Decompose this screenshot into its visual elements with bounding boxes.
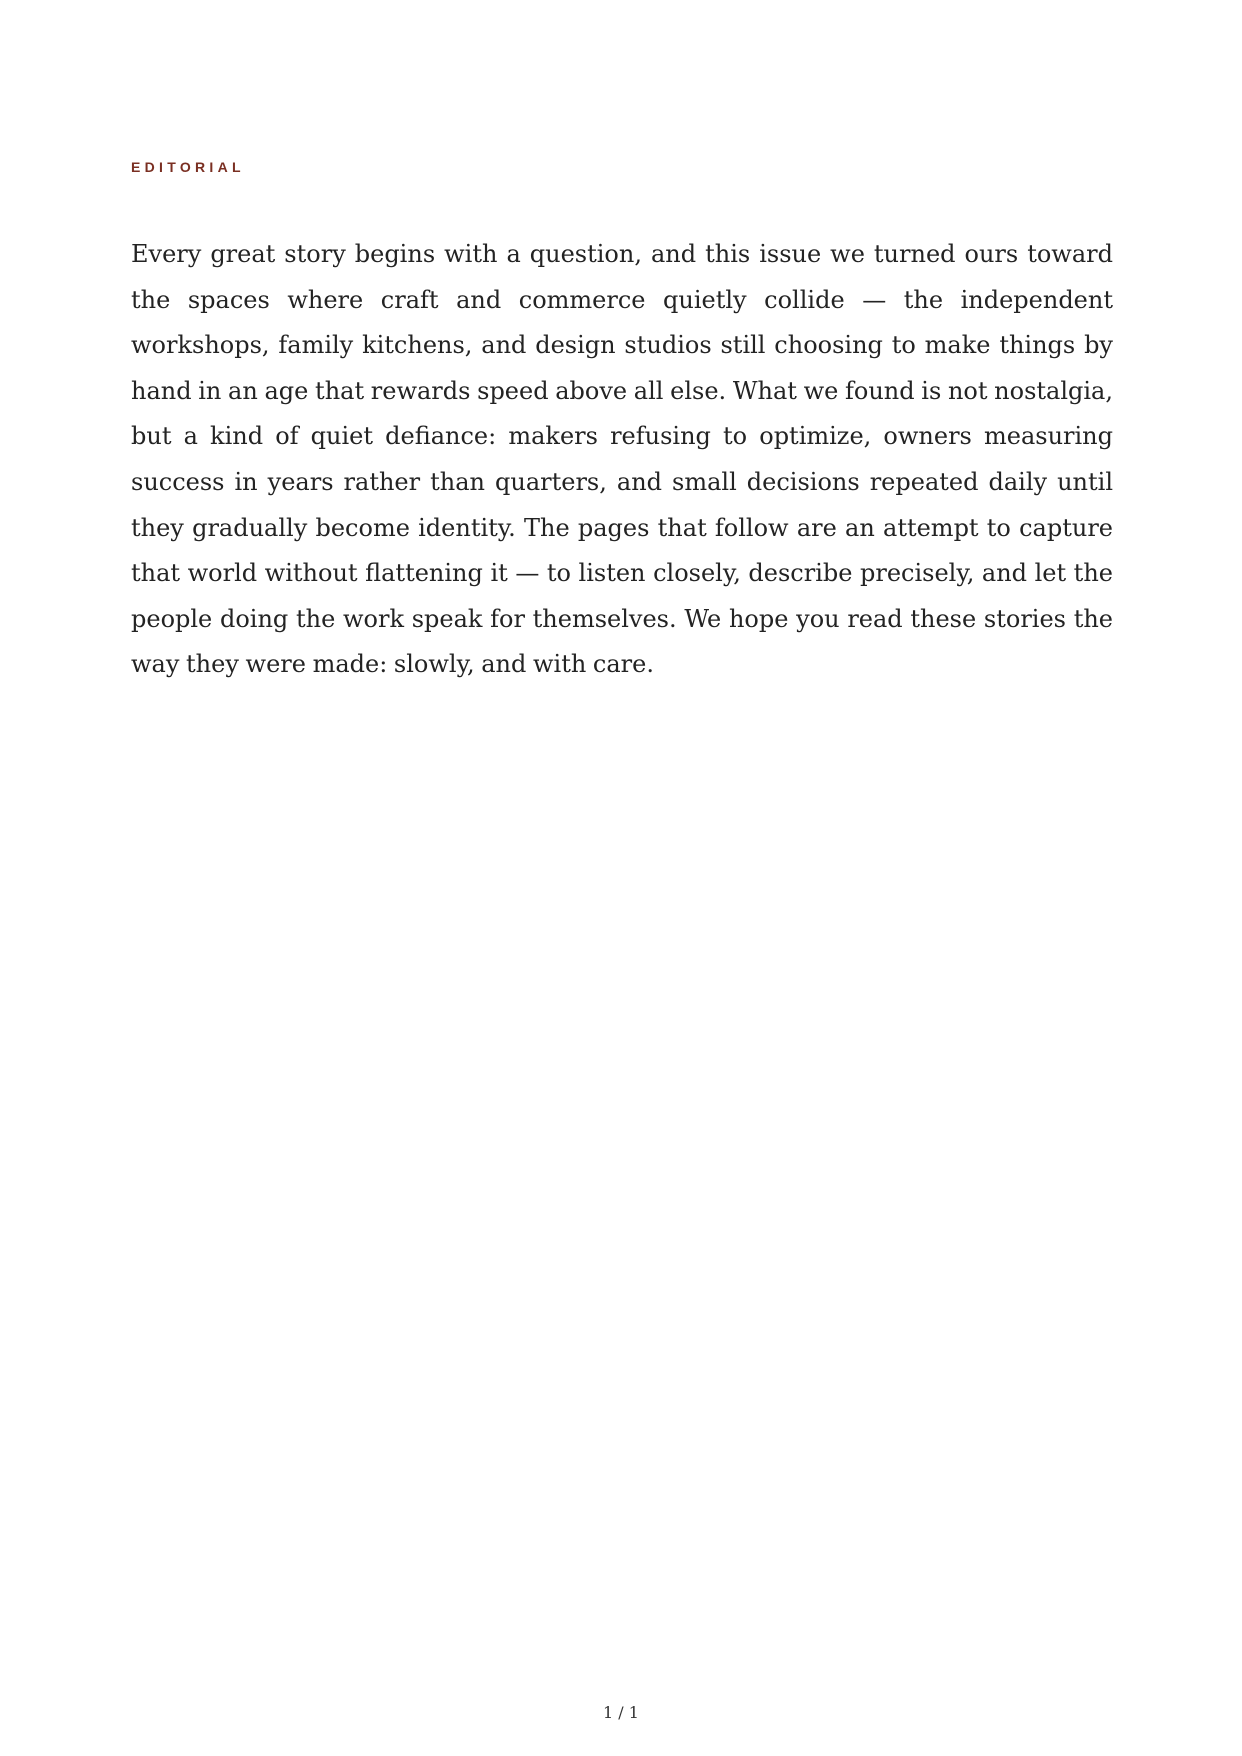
- editorial-body-paragraph: Every great story begins with a question, and this issue we turned ours toward the spaces where craft and commerce quietly collide — the independent workshops, family kitchens, and design studios still choosing to make things by hand in an age that rewards speed above all else. What we found is not nostalgia, but a kind of quiet defiance: makers refusing to optimize, owners measuring success in years rather than quarters, and small decisions repeated daily until they gradually become identity. The pages that follow are an attempt to capture that world without flattening it — to listen closely, describe precisely, and let the people doing the work speak for themselves. We hope you read these stories the way they were made: slowly, and with care.: [131, 240, 1113, 679]
- section-label: EDITORIAL: [131, 159, 245, 175]
- page-number: 1 / 1: [603, 1703, 639, 1722]
